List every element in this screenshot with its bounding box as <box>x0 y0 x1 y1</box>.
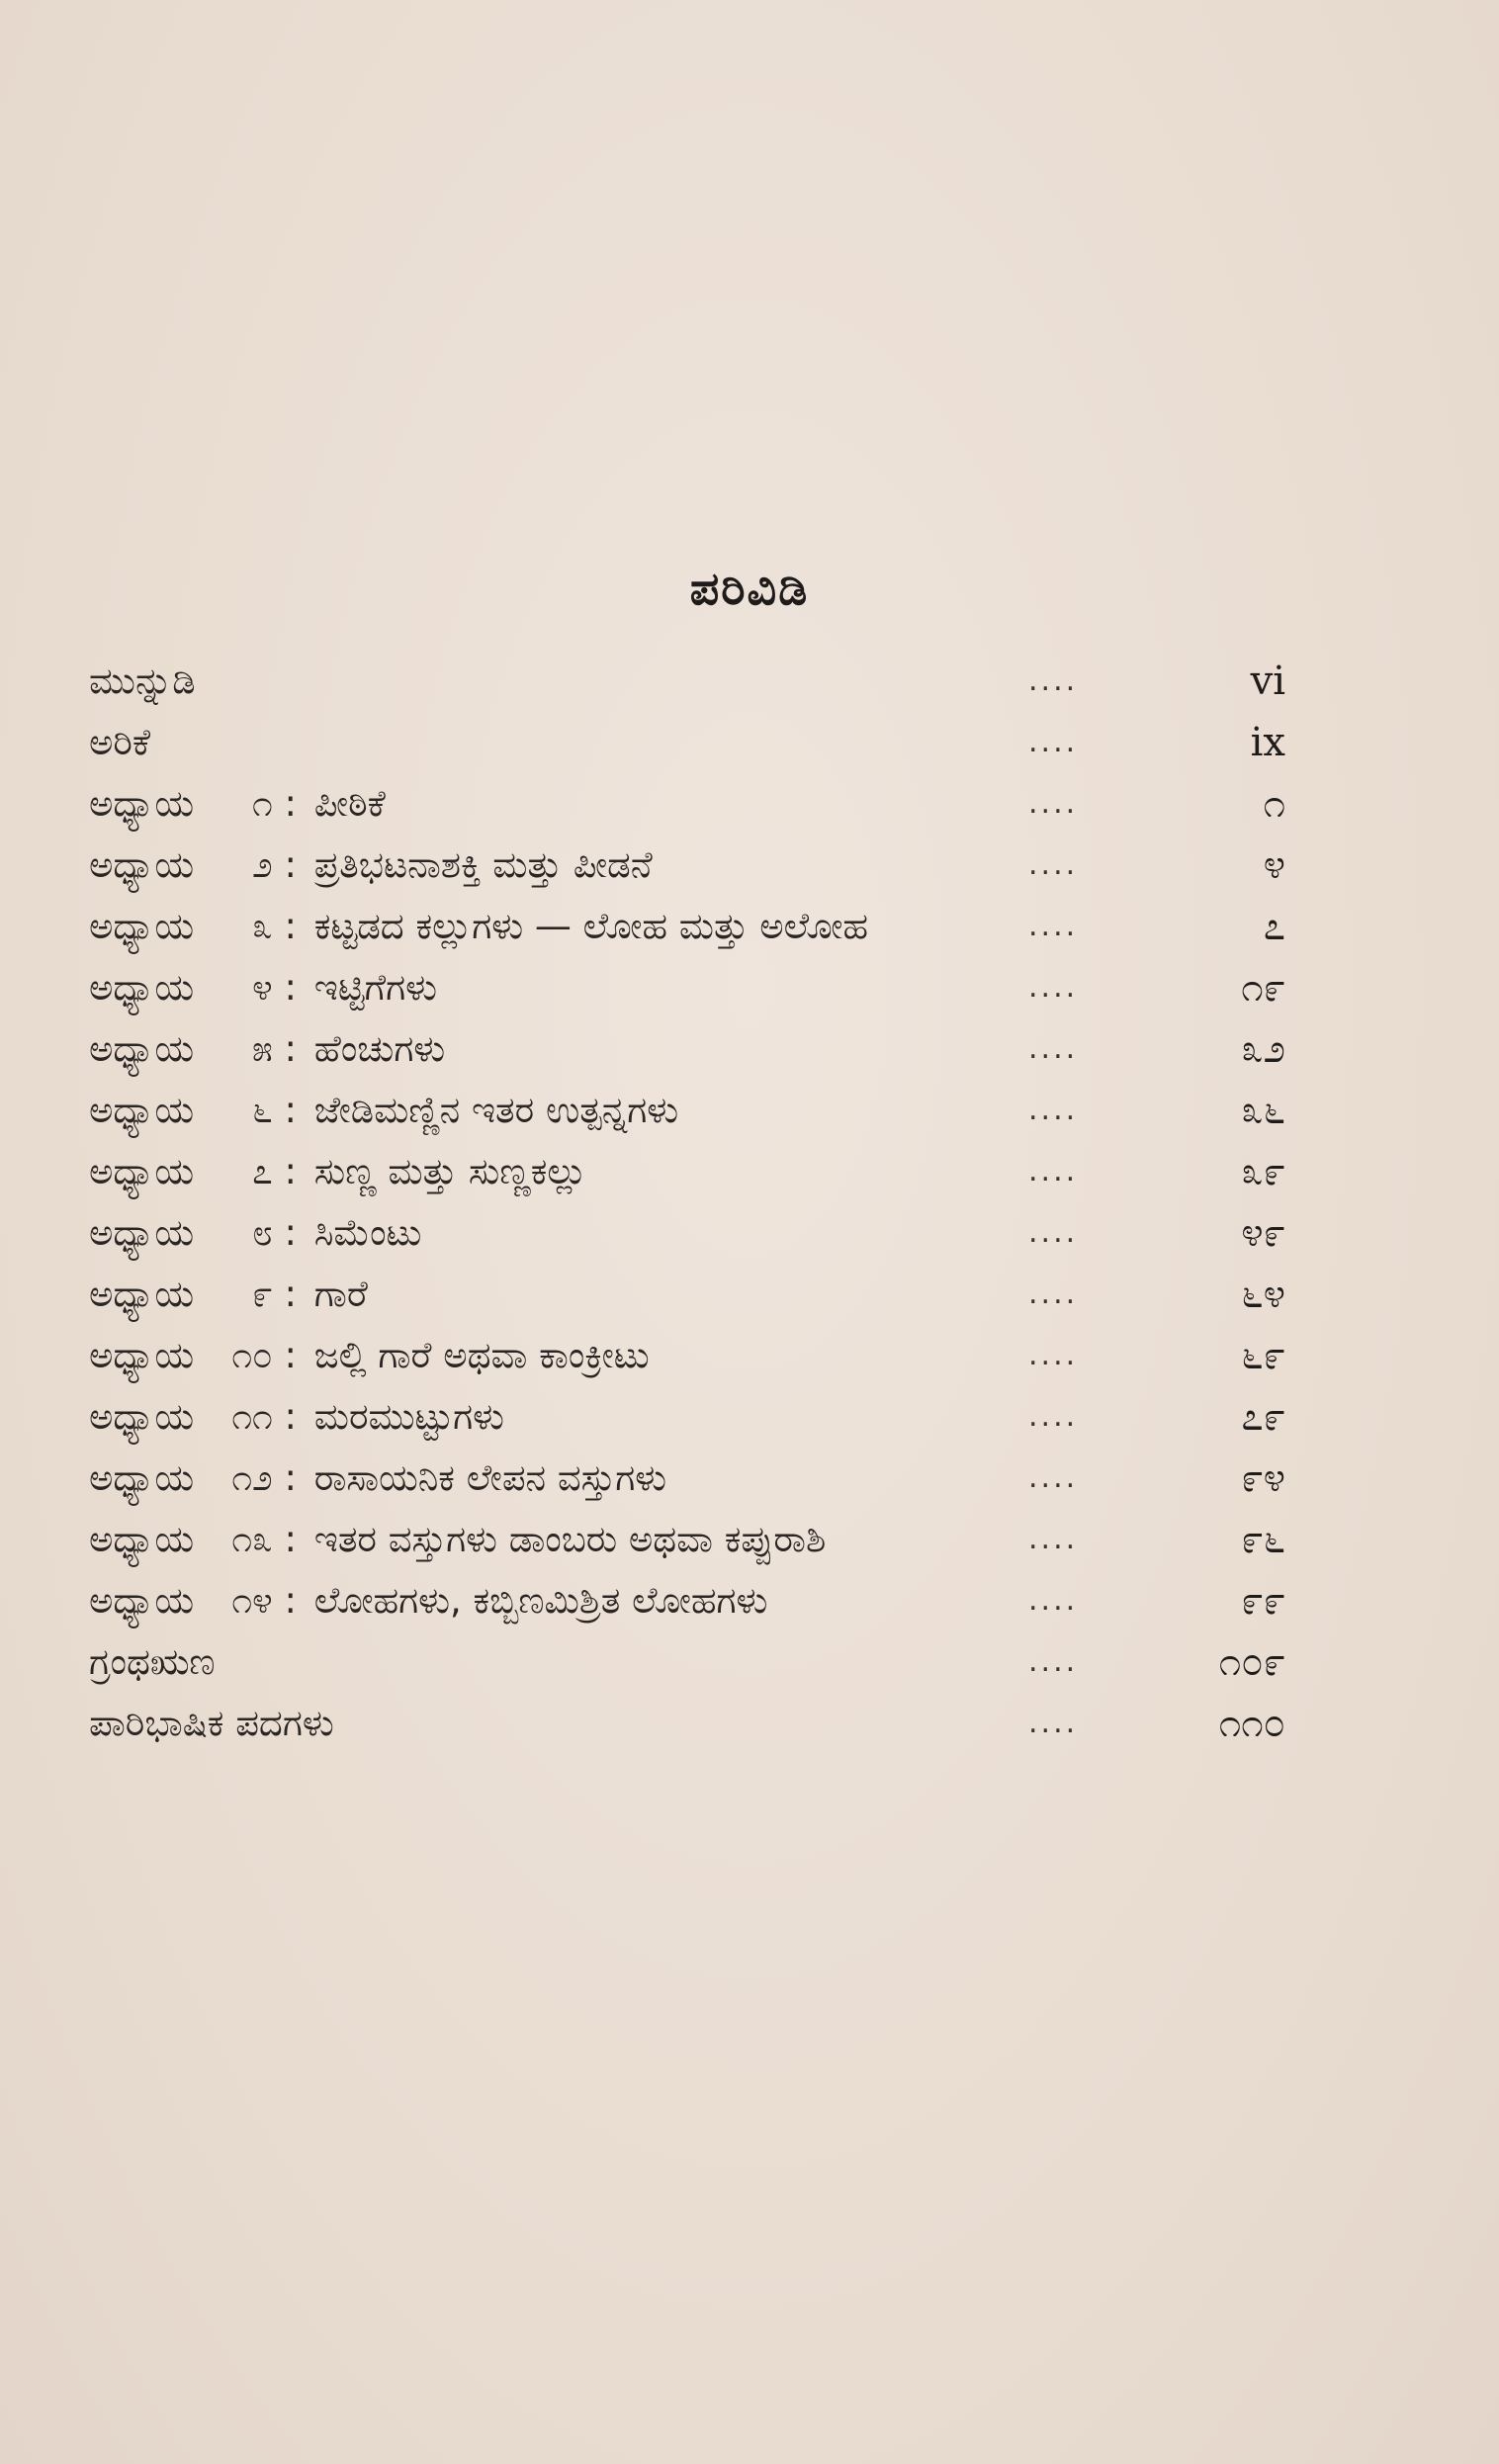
chapter-number: ೭ : <box>252 1150 297 1192</box>
chapter-number: ೪ : <box>252 966 297 1009</box>
entry-label <box>89 1080 678 1141</box>
entry-title: ಕಟ್ಟಡದ ಕಲ್ಲುಗಳು — ಲೋಹ ಮತ್ತು ಅಲೋಹ <box>313 905 868 947</box>
chapter-word: ಅಧ್ಯಾಯ <box>89 1273 195 1315</box>
dot-leader: .... <box>1028 1215 1079 1250</box>
chapter-number: ೯ : <box>252 1273 297 1315</box>
entry-title: ಅರಿಕೆ <box>89 721 151 763</box>
dot-leader: .... <box>1028 1522 1079 1556</box>
toc-entry-chapter-12 <box>89 1448 1285 1509</box>
entry-title: ರಾಸಾಯನಿಕ ಲೇಪನ ವಸ್ತುಗಳು <box>313 1456 667 1499</box>
chapter-number: ೫ : <box>252 1027 297 1070</box>
entry-label <box>89 1202 421 1264</box>
entry-label <box>89 1386 504 1448</box>
dot-leader: .... <box>1028 1706 1079 1740</box>
toc-entry-chapter-14 <box>89 1570 1285 1631</box>
dot-leader: .... <box>1028 1338 1079 1372</box>
dot-leader: .... <box>1028 725 1079 759</box>
chapter-number: ೧೪ : <box>231 1579 297 1622</box>
chapter-number: ೧ : <box>252 782 297 825</box>
page-number: ೧೦೯ <box>1218 1639 1285 1685</box>
chapter-word: ಅಧ್ಯಾಯ <box>89 1579 195 1622</box>
entry-label <box>89 1018 445 1080</box>
toc-entry-chapter-10 <box>89 1325 1285 1386</box>
entry-label <box>89 896 868 957</box>
entry-label <box>89 1631 215 1693</box>
chapter-number: ೨ : <box>252 843 297 886</box>
dot-leader: .... <box>1028 970 1079 1005</box>
entry-label <box>89 1325 650 1386</box>
entry-title: ಜೇಡಿಮಣ್ಣಿನ ಇತರ ಉತ್ಪನ್ನಗಳು <box>313 1089 679 1131</box>
chapter-word: ಅಧ್ಯಾಯ <box>89 1395 195 1438</box>
page-number: ೯೬ <box>1241 1517 1285 1562</box>
entry-title: ಮರಮುಟ್ಟುಗಳು <box>313 1395 504 1438</box>
chapter-word: ಅಧ್ಯಾಯ <box>89 966 195 1009</box>
toc-entry-acknowledgement <box>89 712 1285 773</box>
chapter-word: ಅಧ್ಯಾಯ <box>89 1150 195 1192</box>
page-number: ೧ <box>1263 781 1285 827</box>
dot-leader: .... <box>1028 786 1079 821</box>
entry-title: ಇತರ ವಸ್ತುಗಳು ಡಾಂಬರು ಅಥವಾ ಕಪ್ಪುರಾಶಿ <box>313 1518 827 1560</box>
dot-leader: .... <box>1028 847 1079 882</box>
toc-entry-chapter-1 <box>89 773 1285 835</box>
entry-label <box>89 1570 767 1631</box>
chapter-number: ೩ : <box>252 905 297 947</box>
chapter-word: ಅಧ್ಯಾಯ <box>89 843 195 886</box>
entry-label <box>89 835 653 896</box>
entry-title: ಗ್ರಂಥಋಣ <box>89 1640 216 1683</box>
chapter-word: ಅಧ್ಯಾಯ <box>89 1518 195 1560</box>
dot-leader: .... <box>1028 1399 1079 1434</box>
entry-label <box>89 1693 334 1754</box>
entry-title: ಹೆಂಚುಗಳು <box>313 1027 446 1070</box>
table-of-contents <box>89 651 1285 1754</box>
entry-title: ಜಲ್ಲಿ ಗಾರೆ ಅಥವಾ ಕಾಂಕ್ರೀಟು <box>313 1334 650 1376</box>
dot-leader: .... <box>1028 663 1079 698</box>
toc-entry-chapter-8 <box>89 1202 1285 1264</box>
page-number: ೪೯ <box>1241 1210 1285 1256</box>
page-number: ೬೯ <box>1241 1333 1285 1378</box>
dot-leader: .... <box>1028 1276 1079 1311</box>
page-number: ೪ <box>1263 842 1285 888</box>
entry-title: ಪಾರಿಭಾಷಿಕ ಪದಗಳು <box>89 1702 334 1744</box>
page-number: ೬೪ <box>1241 1272 1285 1317</box>
page-number: vi <box>1250 659 1285 704</box>
chapter-number: ೧೧ : <box>231 1395 297 1438</box>
page-number: ೯೪ <box>1241 1455 1285 1501</box>
dot-leader: .... <box>1028 1154 1079 1188</box>
entry-title: ಸುಣ್ಣ ಮತ್ತು ಸುಣ್ಣಕಲ್ಲು <box>313 1150 587 1192</box>
dot-leader: .... <box>1028 1031 1079 1066</box>
chapter-word: ಅಧ್ಯಾಯ <box>89 905 195 947</box>
entry-label <box>89 957 437 1018</box>
chapter-number: ೬ : <box>252 1089 297 1131</box>
toc-entry-chapter-4 <box>89 957 1285 1018</box>
toc-entry-bibliography <box>89 1631 1285 1693</box>
page-number: ೧೧೦ <box>1218 1701 1285 1746</box>
dot-leader: .... <box>1028 1583 1079 1618</box>
toc-entry-preface <box>89 651 1285 712</box>
page-number: ೩೨ <box>1241 1026 1285 1072</box>
page-number: ೩೬ <box>1241 1088 1285 1133</box>
page-number: ೧೯ <box>1241 965 1285 1011</box>
chapter-word: ಅಧ್ಯಾಯ <box>89 782 195 825</box>
entry-label <box>89 1141 587 1202</box>
toc-entry-chapter-2 <box>89 835 1285 896</box>
dot-leader: .... <box>1028 1644 1079 1679</box>
chapter-word: ಅಧ್ಯಾಯ <box>89 1456 195 1499</box>
toc-entry-chapter-5 <box>89 1018 1285 1080</box>
chapter-word: ಅಧ್ಯಾಯ <box>89 1027 195 1070</box>
entry-label <box>89 1264 368 1325</box>
chapter-number: ೧೦ : <box>231 1334 297 1376</box>
chapter-word: ಅಧ್ಯಾಯ <box>89 1211 195 1254</box>
chapter-number: ೧೩ : <box>231 1518 297 1560</box>
page-number: ೯೯ <box>1241 1578 1285 1624</box>
entry-label <box>89 1448 666 1509</box>
toc-entry-chapter-11 <box>89 1386 1285 1448</box>
dot-leader: .... <box>1028 909 1079 943</box>
entry-title: ಗಾರೆ <box>313 1273 368 1315</box>
entry-title: ಪ್ರತಿಭಟನಾಶಕ್ತಿ ಮತ್ತು ಪೀಡನೆ <box>313 843 653 886</box>
entry-label <box>89 712 150 773</box>
chapter-number: ೧೨ : <box>231 1456 297 1499</box>
entry-label <box>89 773 386 835</box>
entry-label <box>89 1509 826 1570</box>
entry-title: ಪೀಠಿಕೆ <box>313 782 386 825</box>
entry-title: ಲೋಹಗಳು, ಕಬ್ಬಿಣಮಿಶ್ರಿತ ಲೋಹಗಳು <box>313 1579 768 1622</box>
page-title: ಪರಿವಿಡಿ <box>689 562 810 615</box>
page-number: ೩೯ <box>1241 1149 1285 1194</box>
entry-title: ಸಿಮೆಂಟು <box>313 1211 422 1254</box>
toc-entry-chapter-13 <box>89 1509 1285 1570</box>
chapter-word: ಅಧ್ಯಾಯ <box>89 1089 195 1131</box>
toc-entry-chapter-9 <box>89 1264 1285 1325</box>
toc-entry-chapter-3 <box>89 896 1285 957</box>
page-number: ix <box>1250 720 1285 765</box>
page-number: ೭೯ <box>1241 1394 1285 1440</box>
chapter-word: ಅಧ್ಯಾಯ <box>89 1334 195 1376</box>
toc-entry-chapter-6 <box>89 1080 1285 1141</box>
toc-entry-glossary <box>89 1693 1285 1754</box>
toc-entry-chapter-7 <box>89 1141 1285 1202</box>
page-number: ೭ <box>1263 904 1285 949</box>
entry-title: ಇಟ್ಟಿಗೆಗಳು <box>313 966 438 1009</box>
entry-title: ಮುನ್ನುಡಿ <box>89 660 196 702</box>
dot-leader: .... <box>1028 1093 1079 1127</box>
chapter-number: ೮ : <box>252 1211 297 1254</box>
dot-leader: .... <box>1028 1460 1079 1495</box>
entry-label <box>89 651 196 712</box>
